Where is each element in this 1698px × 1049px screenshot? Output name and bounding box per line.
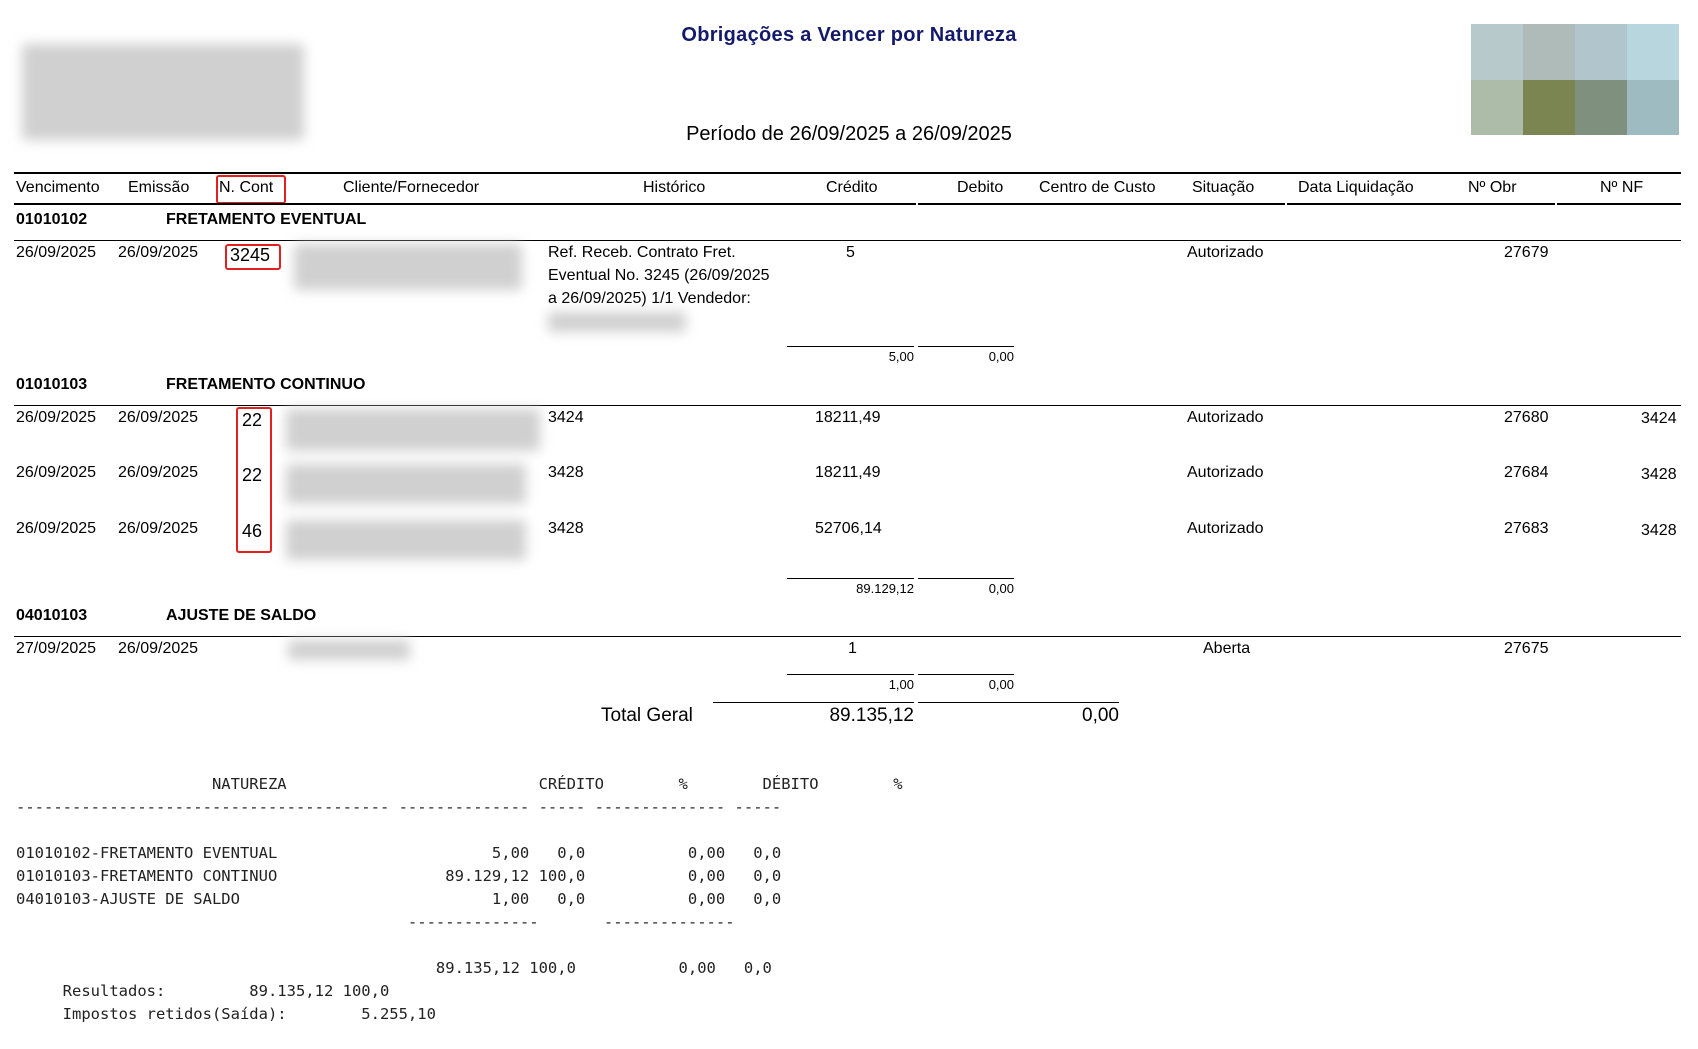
row-credito: 18211,49 (815, 464, 881, 481)
section-code: 01010103 (16, 376, 88, 393)
col-ncont: N. Cont (219, 179, 274, 196)
report-period: Período de 26/09/2025 a 26/09/2025 (686, 123, 1012, 145)
row-historico-line2: Eventual No. 3245 (26/09/2025 (548, 267, 770, 284)
col-vencimento: Vencimento (16, 179, 100, 196)
row-ncont: 22 (242, 465, 263, 485)
row-vencimento: 26/09/2025 (16, 409, 97, 426)
summary-line: 01010102-FRETAMENTO EVENTUAL 5,00 0,0 0,00 0,0 (16, 844, 782, 862)
row-nobr: 27679 (1504, 244, 1549, 261)
row-emissao: 26/09/2025 (118, 409, 199, 426)
col-historico: Histórico (643, 179, 706, 196)
client-redacted (288, 640, 410, 660)
natureza-summary (16, 750, 903, 1049)
section-code: 01010102 (16, 211, 88, 228)
col-nobr: Nº Obr (1468, 179, 1517, 196)
col-debito: Debito (957, 179, 1004, 196)
summary-line: 04010103-AJUSTE DE SALDO 1,00 0,0 0,00 0,0 (16, 890, 782, 908)
row-historico-line3: a 26/09/2025) 1/1 Vendedor: (548, 290, 751, 307)
col-credito: Crédito (826, 179, 878, 196)
row-emissao: 26/09/2025 (118, 640, 199, 657)
row-nobr: 27684 (1504, 464, 1549, 481)
summary-line: ---------------------------------------- -------------- ----- -------------- ----- (16, 798, 782, 816)
summary-line (16, 934, 903, 957)
col-emissao: Emissão (128, 179, 190, 196)
row-situacao: Autorizado (1187, 520, 1264, 537)
row-situacao: Autorizado (1187, 464, 1264, 481)
total-label: Total Geral (601, 705, 693, 726)
section-name: AJUSTE DE SALDO (166, 607, 317, 624)
row-ncont: 46 (242, 521, 263, 541)
row-historico: 3424 (548, 409, 584, 426)
row-vencimento: 27/09/2025 (16, 640, 97, 657)
summary-line: Resultados: 89.135,12 100,0 (16, 982, 390, 1000)
row-credito: 1 (848, 640, 857, 657)
row-credito: 18211,49 (815, 409, 881, 426)
client-redacted (294, 244, 522, 290)
total-debito: 0,00 (1082, 705, 1119, 726)
company-logo-redacted (1471, 24, 1679, 135)
subtotal-debito: 0,00 (988, 349, 1014, 364)
row-situacao: Autorizado (1187, 409, 1264, 426)
row-historico: 3428 (548, 464, 584, 481)
report-title: Obrigações a Vencer por Natureza (681, 24, 1017, 46)
ncont-header-highlight (216, 175, 286, 204)
row-situacao: Aberta (1203, 640, 1251, 657)
row-historico-line1: Ref. Receb. Contrato Fret. (548, 244, 736, 261)
row-ncont: 3245 (230, 245, 271, 265)
row-historico: 3428 (548, 520, 584, 537)
vendedor-redacted (548, 312, 686, 332)
row-nobr: 27675 (1504, 640, 1549, 657)
row-ncont: 22 (242, 410, 263, 430)
col-data-liquidacao: Data Liquidação (1298, 179, 1414, 196)
row-vencimento: 26/09/2025 (16, 244, 97, 261)
row-emissao: 26/09/2025 (118, 244, 199, 261)
col-centro-custo: Centro de Custo (1039, 179, 1156, 196)
section-name: FRETAMENTO EVENTUAL (166, 211, 367, 228)
row-situacao: Autorizado (1187, 244, 1264, 261)
row-emissao: 26/09/2025 (118, 464, 199, 481)
row-credito: 5 (846, 244, 855, 261)
section-code: 04010103 (16, 607, 88, 624)
header-bottom-rule (14, 203, 916, 205)
row-credito: 52706,14 (815, 520, 882, 537)
col-nnf: Nº NF (1600, 179, 1644, 196)
summary-line: NATUREZA CRÉDITO % DÉBITO % (16, 775, 903, 793)
section-name: FRETAMENTO CONTINUO (166, 376, 366, 393)
subtotal-debito: 0,00 (988, 581, 1014, 596)
row-vencimento: 26/09/2025 (16, 464, 97, 481)
summary-line: -------------- -------------- (16, 913, 735, 931)
col-situacao: Situação (1192, 179, 1255, 196)
row-vencimento: 26/09/2025 (16, 520, 97, 537)
row-nobr: 27683 (1504, 520, 1549, 537)
summary-line: Impostos retidos(Saída): 5.255,10 (16, 1005, 436, 1023)
client-redacted (286, 520, 526, 560)
subtotal-debito: 0,00 (988, 677, 1014, 692)
summary-line: 89.135,12 100,0 0,00 0,0 (16, 959, 772, 977)
row-nobr: 27680 (1504, 409, 1549, 426)
subtotal-credito: 89.129,12 (856, 581, 914, 596)
client-redacted (286, 409, 540, 451)
summary-line (16, 819, 903, 842)
subtotal-credito: 1,00 (888, 677, 914, 692)
row-nnf: 3428 (1641, 522, 1677, 539)
row-nnf: 3428 (1641, 466, 1677, 483)
row-nnf: 3424 (1641, 410, 1677, 427)
row-emissao: 26/09/2025 (118, 520, 199, 537)
total-credito: 89.135,12 (829, 705, 914, 726)
client-redacted (286, 464, 526, 504)
summary-line: 01010103-FRETAMENTO CONTINUO 89.129,12 100,0 0,00 0,0 (16, 867, 782, 885)
subtotal-credito: 5,00 (888, 349, 914, 364)
header-top-rule (14, 172, 1681, 174)
col-cliente: Cliente/Fornecedor (343, 179, 480, 196)
